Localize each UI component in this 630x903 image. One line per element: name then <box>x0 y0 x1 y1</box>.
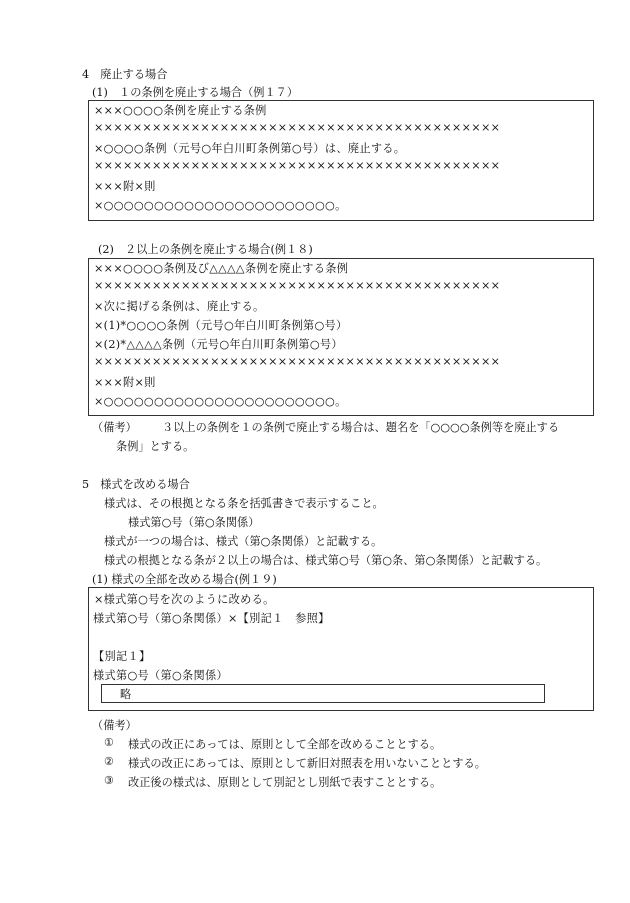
section-5-note-label: （備考） <box>92 719 137 732</box>
section-4-sub1: (1) １の条例を廃止する場合（例１７） <box>92 86 299 99</box>
note-number: ③ <box>104 774 115 787</box>
box2-line: ×次に掲げる条例は、廃止する。 <box>94 300 265 313</box>
section-5-para2: 様式が一つの場合は、様式（第○条関係）と記載する。 <box>104 535 383 548</box>
note-text: 様式の改正にあっては、原則として全部を改めることとする。 <box>128 738 442 751</box>
box1-line: ×××○○○○条例を廃止する条例 <box>94 104 267 117</box>
note-text: 改正後の様式は、原則として別記とし別紙で表すこととする。 <box>128 776 442 789</box>
box1-line: ×○○○○○○○○○○○○○○○○○○○○○○○。 <box>94 199 347 212</box>
section-4-heading: 4 廃止する場合 <box>82 68 168 81</box>
section-5-example: 様式第○号（第○条関係） <box>128 516 260 529</box>
note-number: ② <box>104 755 115 768</box>
box2-line: ×××○○○○条例及び△△△△条例を廃止する条例 <box>94 262 349 275</box>
box3-line4: 様式第○号（第○条関係） <box>93 669 228 682</box>
example-19-box <box>88 587 594 711</box>
box3-line3: 【別記１】 <box>93 650 151 663</box>
box2-line: ×(2)*△△△△条例（元号○年白川町条例第○号） <box>94 338 343 351</box>
section-4-note-label: （備考） <box>92 421 137 434</box>
section-5-para1: 様式は、その根拠となる条を括弧書きで表示すること。 <box>104 497 384 510</box>
section-5-sub1: (1) 様式の全部を改める場合(例１９) <box>92 573 277 586</box>
inner-omitted-box <box>101 684 545 703</box>
box1-line: ×××××××××××××××××××××××××××××××××××××××××× <box>94 159 501 172</box>
note-number: ① <box>104 736 115 749</box>
box1-line: ×××附×則 <box>94 180 156 193</box>
section-5-heading: 5 様式を改める場合 <box>82 478 190 491</box>
box2-line: ×××附×則 <box>94 376 156 389</box>
example-18-box <box>88 258 594 416</box>
box2-line: ×○○○○○○○○○○○○○○○○○○○○○○○。 <box>94 395 347 408</box>
section-4-note-line2: 条例」とする。 <box>116 440 195 453</box>
box2-line: ×××××××××××××××××××××××××××××××××××××××××× <box>94 355 501 368</box>
section-5-para3: 様式の根拠となる条が２以上の場合は、様式第○号（第○条、第○条関係）と記載する。 <box>104 554 548 567</box>
example-17-box <box>88 100 594 221</box>
omitted-label: 略 <box>120 688 132 701</box>
box2-line: ×××××××××××××××××××××××××××××××××××××××××× <box>94 279 501 292</box>
box3-line1: ×様式第○号を次のように改める。 <box>94 593 275 606</box>
section-4-note-line1: ３以上の条例を１の条例で廃止する場合は、題名を「○○○○条例等を廃止する <box>162 421 560 434</box>
section-4-sub2: (2) ２以上の条例を廃止する場合(例１８) <box>98 243 313 256</box>
box2-line: ×(1)*○○○○条例（元号○年白川町条例第○号） <box>94 319 348 332</box>
box3-line2: 様式第○号（第○条関係）×【別記１ 参照】 <box>93 612 330 625</box>
note-text: 様式の改正にあっては、原則として新旧対照表を用いないこととする。 <box>128 757 486 770</box>
box1-line: ×○○○○条例（元号○年白川町条例第○号）は、廃止する。 <box>94 142 406 155</box>
box1-line: ×××××××××××××××××××××××××××××××××××××××××× <box>94 121 501 134</box>
